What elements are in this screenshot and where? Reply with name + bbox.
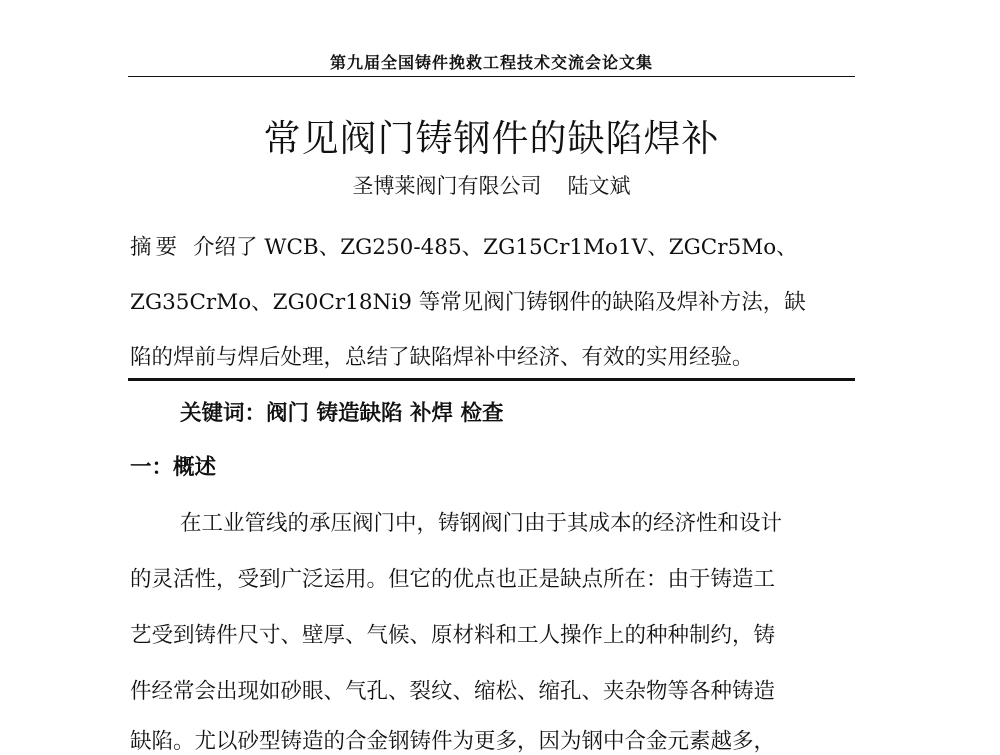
running-header: 第九届全国铸件挽救工程技术交流会论文集 — [329, 53, 653, 72]
body-paragraph-line: 缺陷。尤以砂型铸造的合金钢铸件为更多，因为钢中合金元素越多， — [130, 729, 776, 754]
section-heading: 一：概述 — [130, 455, 217, 480]
abstract-divider — [128, 378, 855, 381]
body-paragraph-line: 在工业管线的承压阀门中，铸钢阀门由于其成本的经济性和设计 — [180, 511, 783, 536]
company-name: 圣博莱阀门有限公司 — [352, 174, 542, 198]
header-rule — [128, 76, 855, 77]
abstract-text-1: 介绍了 WCB、ZG250-485、ZG15Cr1Mo1V、ZGCr5Mo、 — [193, 235, 798, 260]
keywords: 关键词：阀门 铸造缺陷 补焊 检查 — [180, 401, 504, 426]
abstract-line-2: ZG35CrMo、ZG0Cr18Ni9 等常见阀门铸钢件的缺陷及焊补方法，缺 — [130, 290, 806, 315]
author-line — [128, 170, 855, 200]
abstract-label: 摘要 — [130, 235, 182, 260]
abstract-line-1 — [130, 230, 855, 261]
body-paragraph-line: 件经常会出现如砂眼、气孔、裂纹、缩松、缩孔、夹杂物等各种铸造 — [130, 679, 776, 704]
author-name: 陆文斌 — [567, 174, 631, 198]
body-paragraph-line: 艺受到铸件尺寸、壁厚、气候、原材料和工人操作上的种种制约，铸 — [130, 623, 776, 648]
article-title: 常见阀门铸钢件的缺陷焊补 — [263, 117, 720, 160]
body-paragraph-line: 的灵活性，受到广泛运用。但它的优点也正是缺点所在：由于铸造工 — [130, 567, 776, 592]
abstract-line-3: 陷的焊前与焊后处理，总结了缺陷焊补中经济、有效的实用经验。 — [130, 345, 754, 370]
